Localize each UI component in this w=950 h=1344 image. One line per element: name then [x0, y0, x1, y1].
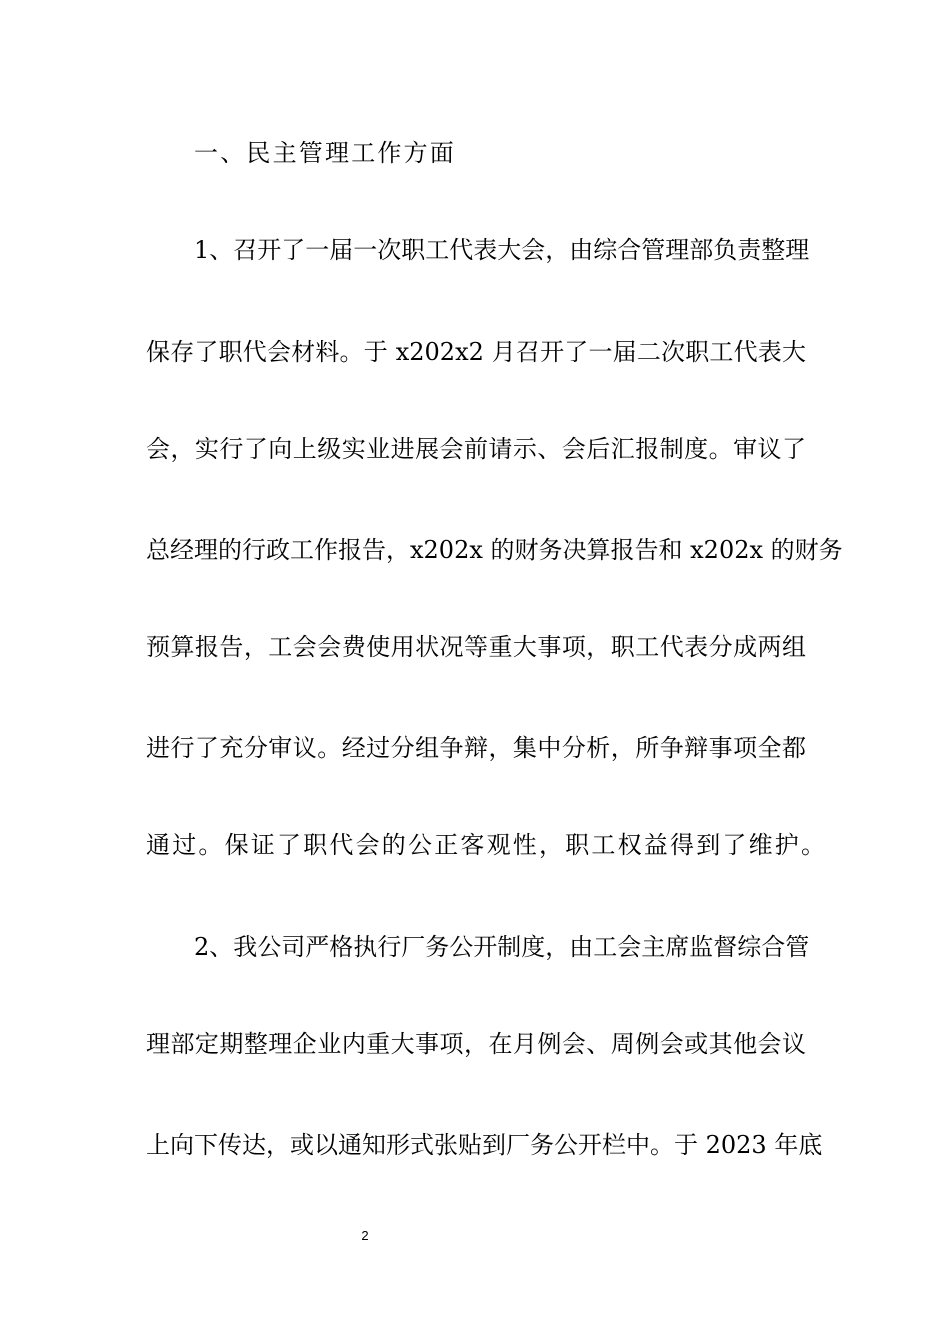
page-number: 2 — [361, 1228, 369, 1243]
paragraph-line: 2、我公司严格执行厂务公开制度，由工会主席监督综合管 — [194, 933, 810, 961]
paragraph-line: 1、召开了一届一次职工代表大会，由综合管理部负责整理 — [194, 236, 810, 264]
paragraph-line: 会，实行了向上级实业进展会前请示、会后汇报制度。审议了 — [146, 435, 806, 463]
paragraph-line: 上向下传达，或以通知形式张贴到厂务公开栏中。于 2023 年底 — [146, 1131, 823, 1159]
paragraph-line: 预算报告，工会会费使用状况等重大事项，职工代表分成两组 — [146, 633, 806, 661]
section-heading: 一、民主管理工作方面 — [194, 139, 456, 167]
paragraph-line: 通过。保证了职代会的公正客观性，职工权益得到了维护。 — [146, 831, 828, 859]
paragraph-line: 保存了职代会材料。于 x202x2 月召开了一届二次职工代表大 — [146, 338, 806, 366]
paragraph-line: 总经理的行政工作报告，x202x 的财务决算报告和 x202x 的财务 — [146, 536, 843, 564]
paragraph-line: 进行了充分审议。经过分组争辩，集中分析，所争辩事项全都 — [146, 734, 806, 762]
paragraph-line: 理部定期整理企业内重大事项，在月例会、周例会或其他会议 — [146, 1030, 806, 1058]
